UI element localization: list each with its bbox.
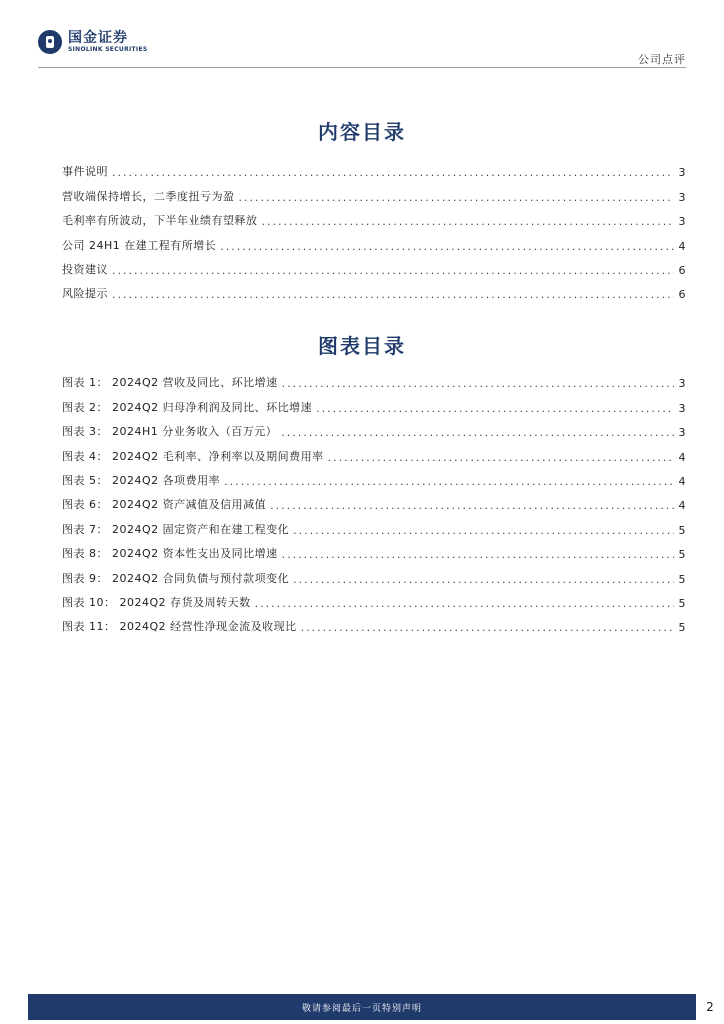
contents-entry-label: 风险提示 <box>62 287 108 301</box>
figure-entry-page: 5 <box>678 572 686 586</box>
figure-entry-label: 图表 4： 2024Q2 毛利率、净利率以及期间费用率 <box>62 449 324 463</box>
page-header <box>0 0 724 68</box>
contents-list <box>62 155 686 301</box>
logo-icon <box>38 30 62 54</box>
contents-entry[interactable] <box>62 277 686 301</box>
figures-list <box>62 366 686 634</box>
figure-entry[interactable] <box>62 464 686 488</box>
dot-leader <box>220 240 674 253</box>
dot-leader <box>112 166 674 179</box>
company-logo <box>38 30 147 54</box>
figure-entry-label: 图表 8： 2024Q2 资本性支出及同比增速 <box>62 547 278 561</box>
figure-entry[interactable] <box>62 610 686 634</box>
figure-entry[interactable] <box>62 366 686 390</box>
logo-english-name: SINOLINK SECURITIES <box>68 46 148 53</box>
contents-entry-page: 6 <box>678 288 686 302</box>
contents-entry-label: 公司 24H1 在建工程有所增长 <box>62 238 217 252</box>
dot-leader <box>301 621 674 634</box>
figure-entry-label: 图表 9： 2024Q2 合同负债与预付款项变化 <box>62 571 290 585</box>
figure-entry-label: 图表 11： 2024Q2 经营性净现金流及收现比 <box>62 620 297 634</box>
dot-leader <box>316 402 674 415</box>
page-footer <box>28 994 696 1020</box>
figure-entry[interactable] <box>62 512 686 536</box>
logo-text <box>68 30 147 54</box>
contents-entry-label: 毛利率有所波动，下半年业绩有望释放 <box>62 214 258 228</box>
contents-entry-page: 3 <box>678 215 686 229</box>
dot-leader <box>270 499 674 512</box>
figure-entry-label: 图表 6： 2024Q2 资产减值及信用减值 <box>62 498 267 512</box>
contents-entry[interactable] <box>62 155 686 179</box>
header-divider <box>38 67 686 68</box>
contents-entry-label: 投资建议 <box>62 262 108 276</box>
figure-entry-label: 图表 1： 2024Q2 营收及同比、环比增速 <box>62 376 278 390</box>
dot-leader <box>112 264 674 277</box>
document-type: 公司点评 <box>638 53 686 66</box>
figure-entry[interactable] <box>62 390 686 414</box>
figure-entry-page: 3 <box>678 377 686 391</box>
contents-entry[interactable] <box>62 179 686 203</box>
dot-leader <box>281 426 674 439</box>
contents-entry-page: 3 <box>678 166 686 180</box>
dot-leader <box>293 573 674 586</box>
figure-entry-page: 4 <box>678 474 686 488</box>
figure-entry-page: 3 <box>678 426 686 440</box>
figure-entry-label: 图表 5： 2024Q2 各项费用率 <box>62 473 221 487</box>
dot-leader <box>224 475 674 488</box>
disclaimer-note: 敬请参阅最后一页特别声明 <box>301 1004 422 1014</box>
dot-leader <box>328 451 674 464</box>
figure-entry-label: 图表 7： 2024Q2 固定资产和在建工程变化 <box>62 522 290 536</box>
contents-entry[interactable] <box>62 253 686 277</box>
figure-entry[interactable] <box>62 415 686 439</box>
dot-leader <box>282 377 674 390</box>
contents-entry-page: 4 <box>678 239 686 253</box>
contents-entry-page: 3 <box>678 190 686 204</box>
contents-title: 内容目录 <box>318 120 406 144</box>
contents-entry-label: 事件说明 <box>62 165 108 179</box>
contents-entry-page: 6 <box>678 263 686 277</box>
page-number: 2 <box>706 1000 714 1014</box>
dot-leader <box>262 215 675 228</box>
figure-entry-page: 3 <box>678 401 686 415</box>
figure-entry[interactable] <box>62 439 686 463</box>
dot-leader <box>112 288 674 301</box>
dot-leader <box>282 548 674 561</box>
figure-entry-page: 4 <box>678 499 686 513</box>
figure-entry-label: 图表 10： 2024Q2 存货及周转天数 <box>62 595 251 609</box>
figure-entry[interactable] <box>62 586 686 610</box>
figure-entry-page: 5 <box>678 621 686 635</box>
dot-leader <box>255 597 674 610</box>
figures-title: 图表目录 <box>318 334 406 358</box>
figure-entry-page: 5 <box>678 596 686 610</box>
figure-entry[interactable] <box>62 561 686 585</box>
figure-entry-label: 图表 3： 2024H1 分业务收入（百万元） <box>62 425 278 439</box>
figure-entry-page: 5 <box>678 523 686 537</box>
figure-entry-page: 4 <box>678 450 686 464</box>
dot-leader <box>239 191 675 204</box>
figure-entry-label: 图表 2： 2024Q2 归母净利润及同比、环比增速 <box>62 400 313 414</box>
dot-leader <box>293 524 674 537</box>
figure-entry[interactable] <box>62 537 686 561</box>
logo-chinese-name: 国金证券 <box>68 30 128 46</box>
contents-entry[interactable] <box>62 204 686 228</box>
contents-entry-label: 营收端保持增长，二季度扭亏为盈 <box>62 189 235 203</box>
figure-entry-page: 5 <box>678 548 686 562</box>
contents-entry[interactable] <box>62 228 686 252</box>
figure-entry[interactable] <box>62 488 686 512</box>
